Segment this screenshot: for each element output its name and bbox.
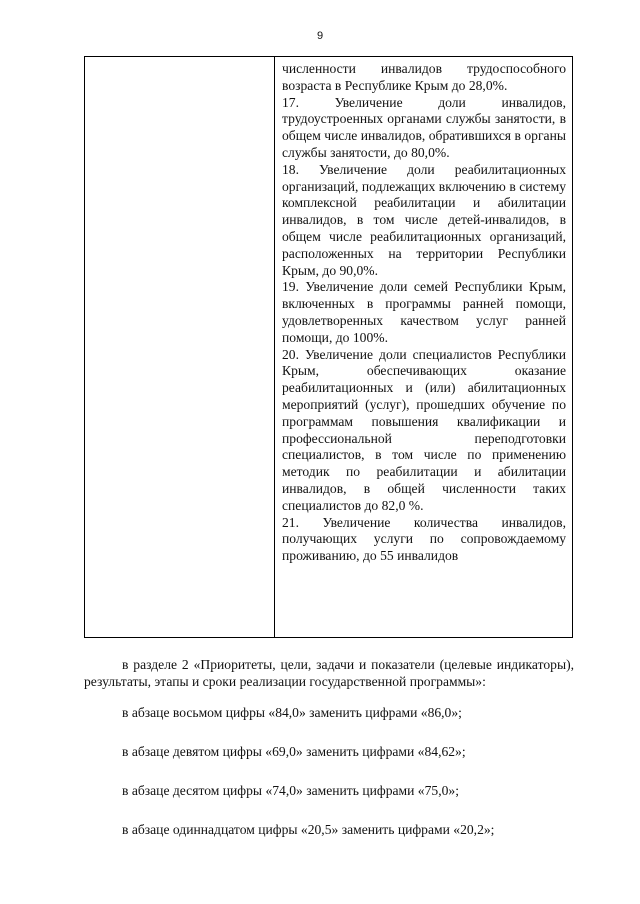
table-column-divider (274, 57, 275, 637)
section-intro-paragraph: в разделе 2 «Приоритеты, цели, задачи и показатели (целевые индикаторы), результаты, этапы и сроки реализации государственной программы»: (84, 657, 574, 689)
document-body (84, 656, 574, 860)
table-right-cell (282, 61, 566, 565)
page-number: 9 (316, 30, 324, 42)
table-paragraph: численности инвалидов трудоспособного возраста в Республике Крым до 28,0%. (282, 61, 566, 93)
amendment-item: в абзаце одиннадцатом цифры «20,5» заменить цифрами «20,2»; (122, 822, 495, 837)
amendment-item: в абзаце девятом цифры «69,0» заменить цифрами «84,62»; (122, 744, 466, 759)
table-paragraph: 17. Увеличение доли инвалидов, трудоустроенных органами службы занятости, в общем числе инвалидов, обратившихся в органы службы занятости, до 80,0%. (282, 94, 566, 160)
table-paragraph: 21. Увеличение количества инвалидов, получающих услуги по сопровождаемому проживанию, до 55 инвалидов (282, 514, 566, 564)
table-paragraph: 18. Увеличение доли реабилитационных организаций, подлежащих включению в систему комплексной реабилитации и абилитации инвалидов, в том числе детей-инвалидов, в общем числе реабилитационных организаций, расположенных на территории Республики Крым, до 90,0%. (282, 161, 566, 278)
amendment-item: в абзаце восьмом цифры «84,0» заменить цифрами «86,0»; (122, 705, 462, 720)
program-table (84, 56, 573, 638)
table-paragraph: 20. Увеличение доли специалистов Республики Крым, обеспечивающих оказание реабилитационных и (или) абилитационных мероприятий (услуг), прошедших обучение по программам повышения квалификации и профессиональной переподготовки специалистов, в том числе по применению методик по реабилитации и абилитации инвалидов, в общей численности таких специалистов до 82,0 %. (282, 346, 566, 513)
table-paragraph: 19. Увеличение доли семей Республики Крым, включенных в программы ранней помощи, удовлетворенных качеством услуг ранней помощи, до 100%. (282, 279, 566, 345)
amendment-item: в абзаце десятом цифры «74,0» заменить цифрами «75,0»; (122, 783, 459, 798)
